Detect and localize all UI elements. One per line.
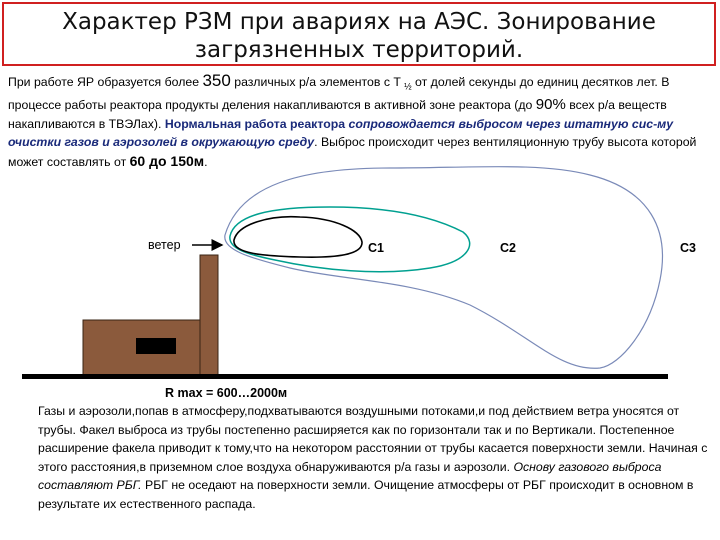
- intro-text-2: различных р/а элементов с T: [230, 75, 405, 89]
- inner-plume-c1: [234, 217, 362, 257]
- stack-height: 60 до 150м: [129, 152, 205, 169]
- half-subscript: ½: [404, 81, 412, 92]
- emission-statement: сопровождается выбросом через штатную сис-му очистки газов и аэрозолей в окружающую среду: [8, 116, 674, 150]
- building-window: [136, 338, 176, 354]
- intro-text-3: от долей секунды до единиц десятков лет. В процессе работы реактора продукты деления накапливаются в активной зоне реактора (до: [8, 75, 670, 113]
- ground-line: [22, 374, 668, 379]
- wind-label: ветер: [148, 238, 181, 252]
- intro-text-1: При работе ЯР образуется более: [8, 75, 203, 89]
- rmax-label: R max = 600…2000м: [165, 386, 288, 400]
- ventilation-stack: [200, 255, 218, 376]
- explanation-paragraph: [38, 402, 713, 514]
- explanation-text-1: Газы и аэрозоли,попав в атмосферу,подхватываются воздушными потоками,и под действием ветра уносятся от трубы. Факел выброса из трубы постепенно расширяется как по горизонтали так и по Вертикали. Постепенное расширение факела приводит к тому,что на некотором расстоянии от трубы касается поверхности земли. Начиная с этого расстояния,в приземном слое воздуха обнаруживаются р/а газы и аэрозоли.: [38, 404, 708, 474]
- intro-number-350: 350: [202, 71, 231, 90]
- page-title-line-2: загрязненных территорий.: [194, 37, 524, 63]
- intro-number-90: 90%: [535, 96, 566, 114]
- explanation-italic: Основу газового выброса составляют РБГ.: [38, 459, 662, 493]
- explanation-text-2: РБГ не оседают на поверхности земли. Очищение атмосферы от РБГ происходит в основном в результате их естественного распада.: [38, 478, 694, 511]
- intro-text-4: всех р/а веществ накапливаются в ТВЭЛах).: [8, 98, 667, 131]
- intro-text-5: . Выброс происходит через вентиляционную трубу высота которой может составлять от: [8, 135, 697, 169]
- normal-operation-bold: Нормальная работа реактора: [164, 116, 346, 131]
- intro-text-6: .: [204, 154, 208, 169]
- outer-plume-c3: [225, 167, 663, 369]
- zone-label-c2: C2: [500, 241, 516, 255]
- zone-label-c1: C1: [368, 241, 384, 255]
- zone-label-c3: C3: [680, 241, 696, 255]
- page-title-line-1: Характер РЗМ при авариях на АЭС. Зонирование: [62, 9, 656, 35]
